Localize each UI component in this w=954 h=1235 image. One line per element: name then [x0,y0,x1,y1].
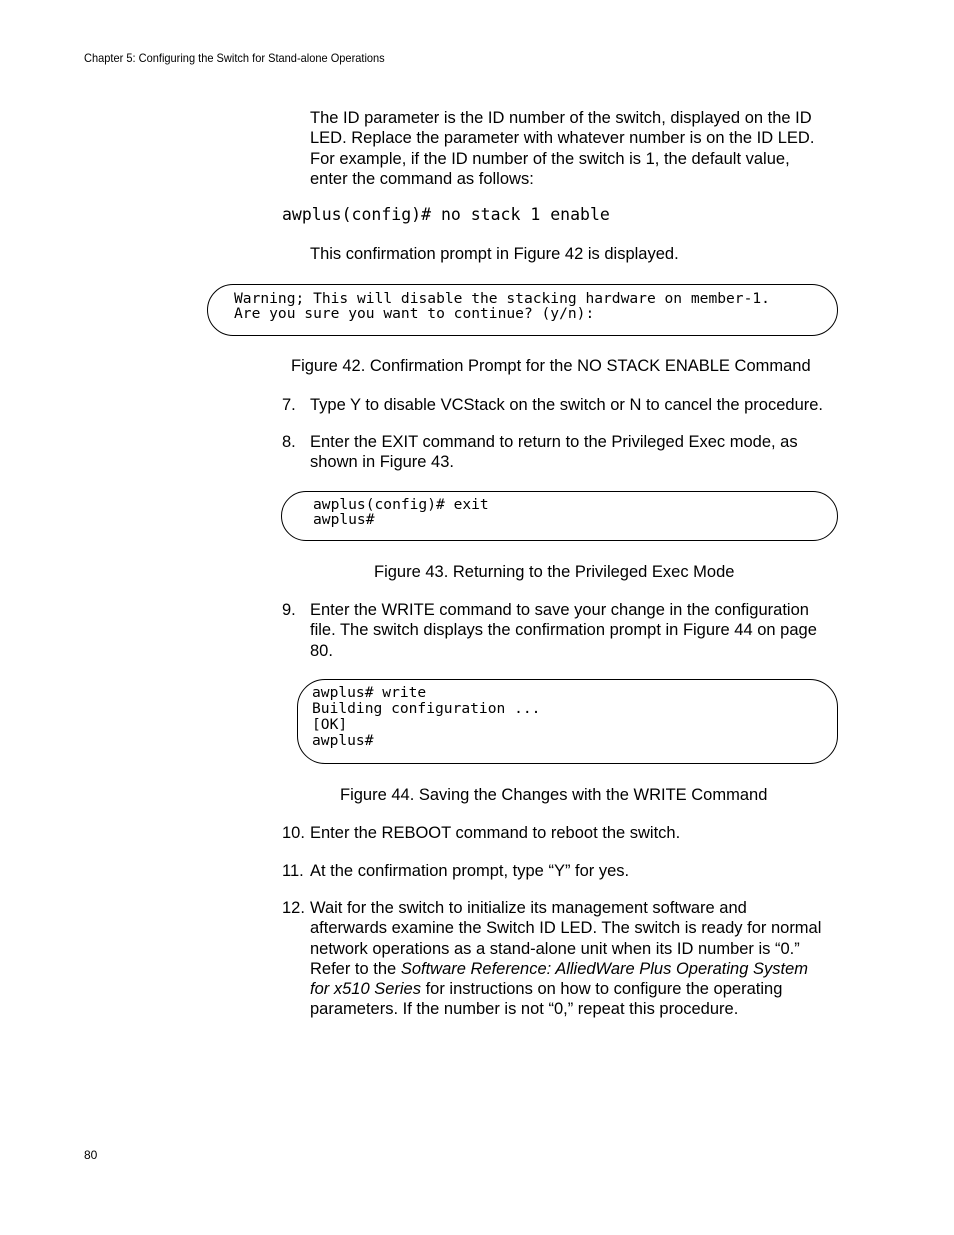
step-number: 8. [282,433,296,451]
step-11 [282,861,852,883]
page-number: 80 [84,1148,98,1162]
terminal-line: awplus# [312,732,374,749]
step-number: 12. [282,899,305,917]
terminal-line: [OK] [312,716,348,733]
confirmation-text: This confirmation prompt in Figure 42 is displayed. [310,245,679,263]
intro-line: The ID parameter is the ID number of the switch, displayed on the ID [310,109,812,127]
terminal-line: awplus(config)# exit [313,496,489,513]
figure42-caption: Figure 42. Confirmation Prompt for the NO STACK ENABLE Command [291,357,811,375]
command-example: awplus(config)# no stack 1 enable [282,205,610,224]
step-12 [282,898,852,1022]
intro-line: LED. Replace the parameter with whatever number is on the ID LED. [310,129,815,148]
step-text: for instructions on how to configure the operating [420,980,783,999]
step-10 [282,823,852,845]
step-line: 80. [310,641,333,660]
step-line: Enter the REBOOT command to reboot the switch. [310,824,681,842]
step-line: parameters. If the number is not “0,” repeat this procedure. [310,1000,739,1019]
step-line: file. The switch displays the confirmation prompt in Figure 44 on page [310,621,817,640]
reference-title: Software Reference: AlliedWare Plus Operating System [400,959,808,978]
figure44-caption: Figure 44. Saving the Changes with the WRITE Command [340,786,768,804]
terminal-line: awplus# [313,511,375,528]
figure43-caption: Figure 43. Returning to the Privileged Exec Mode [374,563,735,581]
step-line: afterwards examine the Switch ID LED. The switch is ready for normal [310,919,822,938]
step-number: 11. [282,862,304,880]
step-7 [282,395,852,417]
terminal-line: Building configuration ... [312,700,541,717]
step-line: Enter the WRITE command to save your change in the configuration [310,601,809,619]
terminal-line: Are you sure you want to continue? (y/n): [234,305,595,322]
terminal-line: awplus# write [312,684,427,701]
step-9 [282,600,852,662]
step-number: 9. [282,601,296,619]
figure43-terminal-box [281,491,838,541]
step-number: 7. [282,396,296,414]
step-8 [282,432,852,474]
figure44-terminal-box [297,679,838,764]
step-line [310,959,850,979]
step-line: At the confirmation prompt, type “Y” for yes. [310,862,630,880]
step-line: network operations as a stand-alone unit when its ID number is “0.” [310,939,800,958]
terminal-line: Warning; This will disable the stacking hardware on member-1. [234,290,770,307]
step-number: 10. [282,824,305,842]
step-line: Wait for the switch to initialize its management software and [310,899,747,917]
step-line: shown in Figure 43. [310,453,454,472]
intro-line: For example, if the ID number of the switch is 1, the default value, [310,149,790,168]
intro-line: enter the command as follows: [310,169,534,188]
chapter-header: Chapter 5: Configuring the Switch for Stand-alone Operations [84,51,385,65]
reference-title: for x510 Series [310,980,421,999]
step-line [310,979,850,999]
step-line: Enter the EXIT command to return to the Privileged Exec mode, as [310,433,798,451]
step-text: Refer to the [310,959,401,978]
intro-paragraph [310,108,814,189]
step-line: Type Y to disable VCStack on the switch or N to cancel the procedure. [310,396,824,414]
figure42-terminal-box [207,284,838,336]
